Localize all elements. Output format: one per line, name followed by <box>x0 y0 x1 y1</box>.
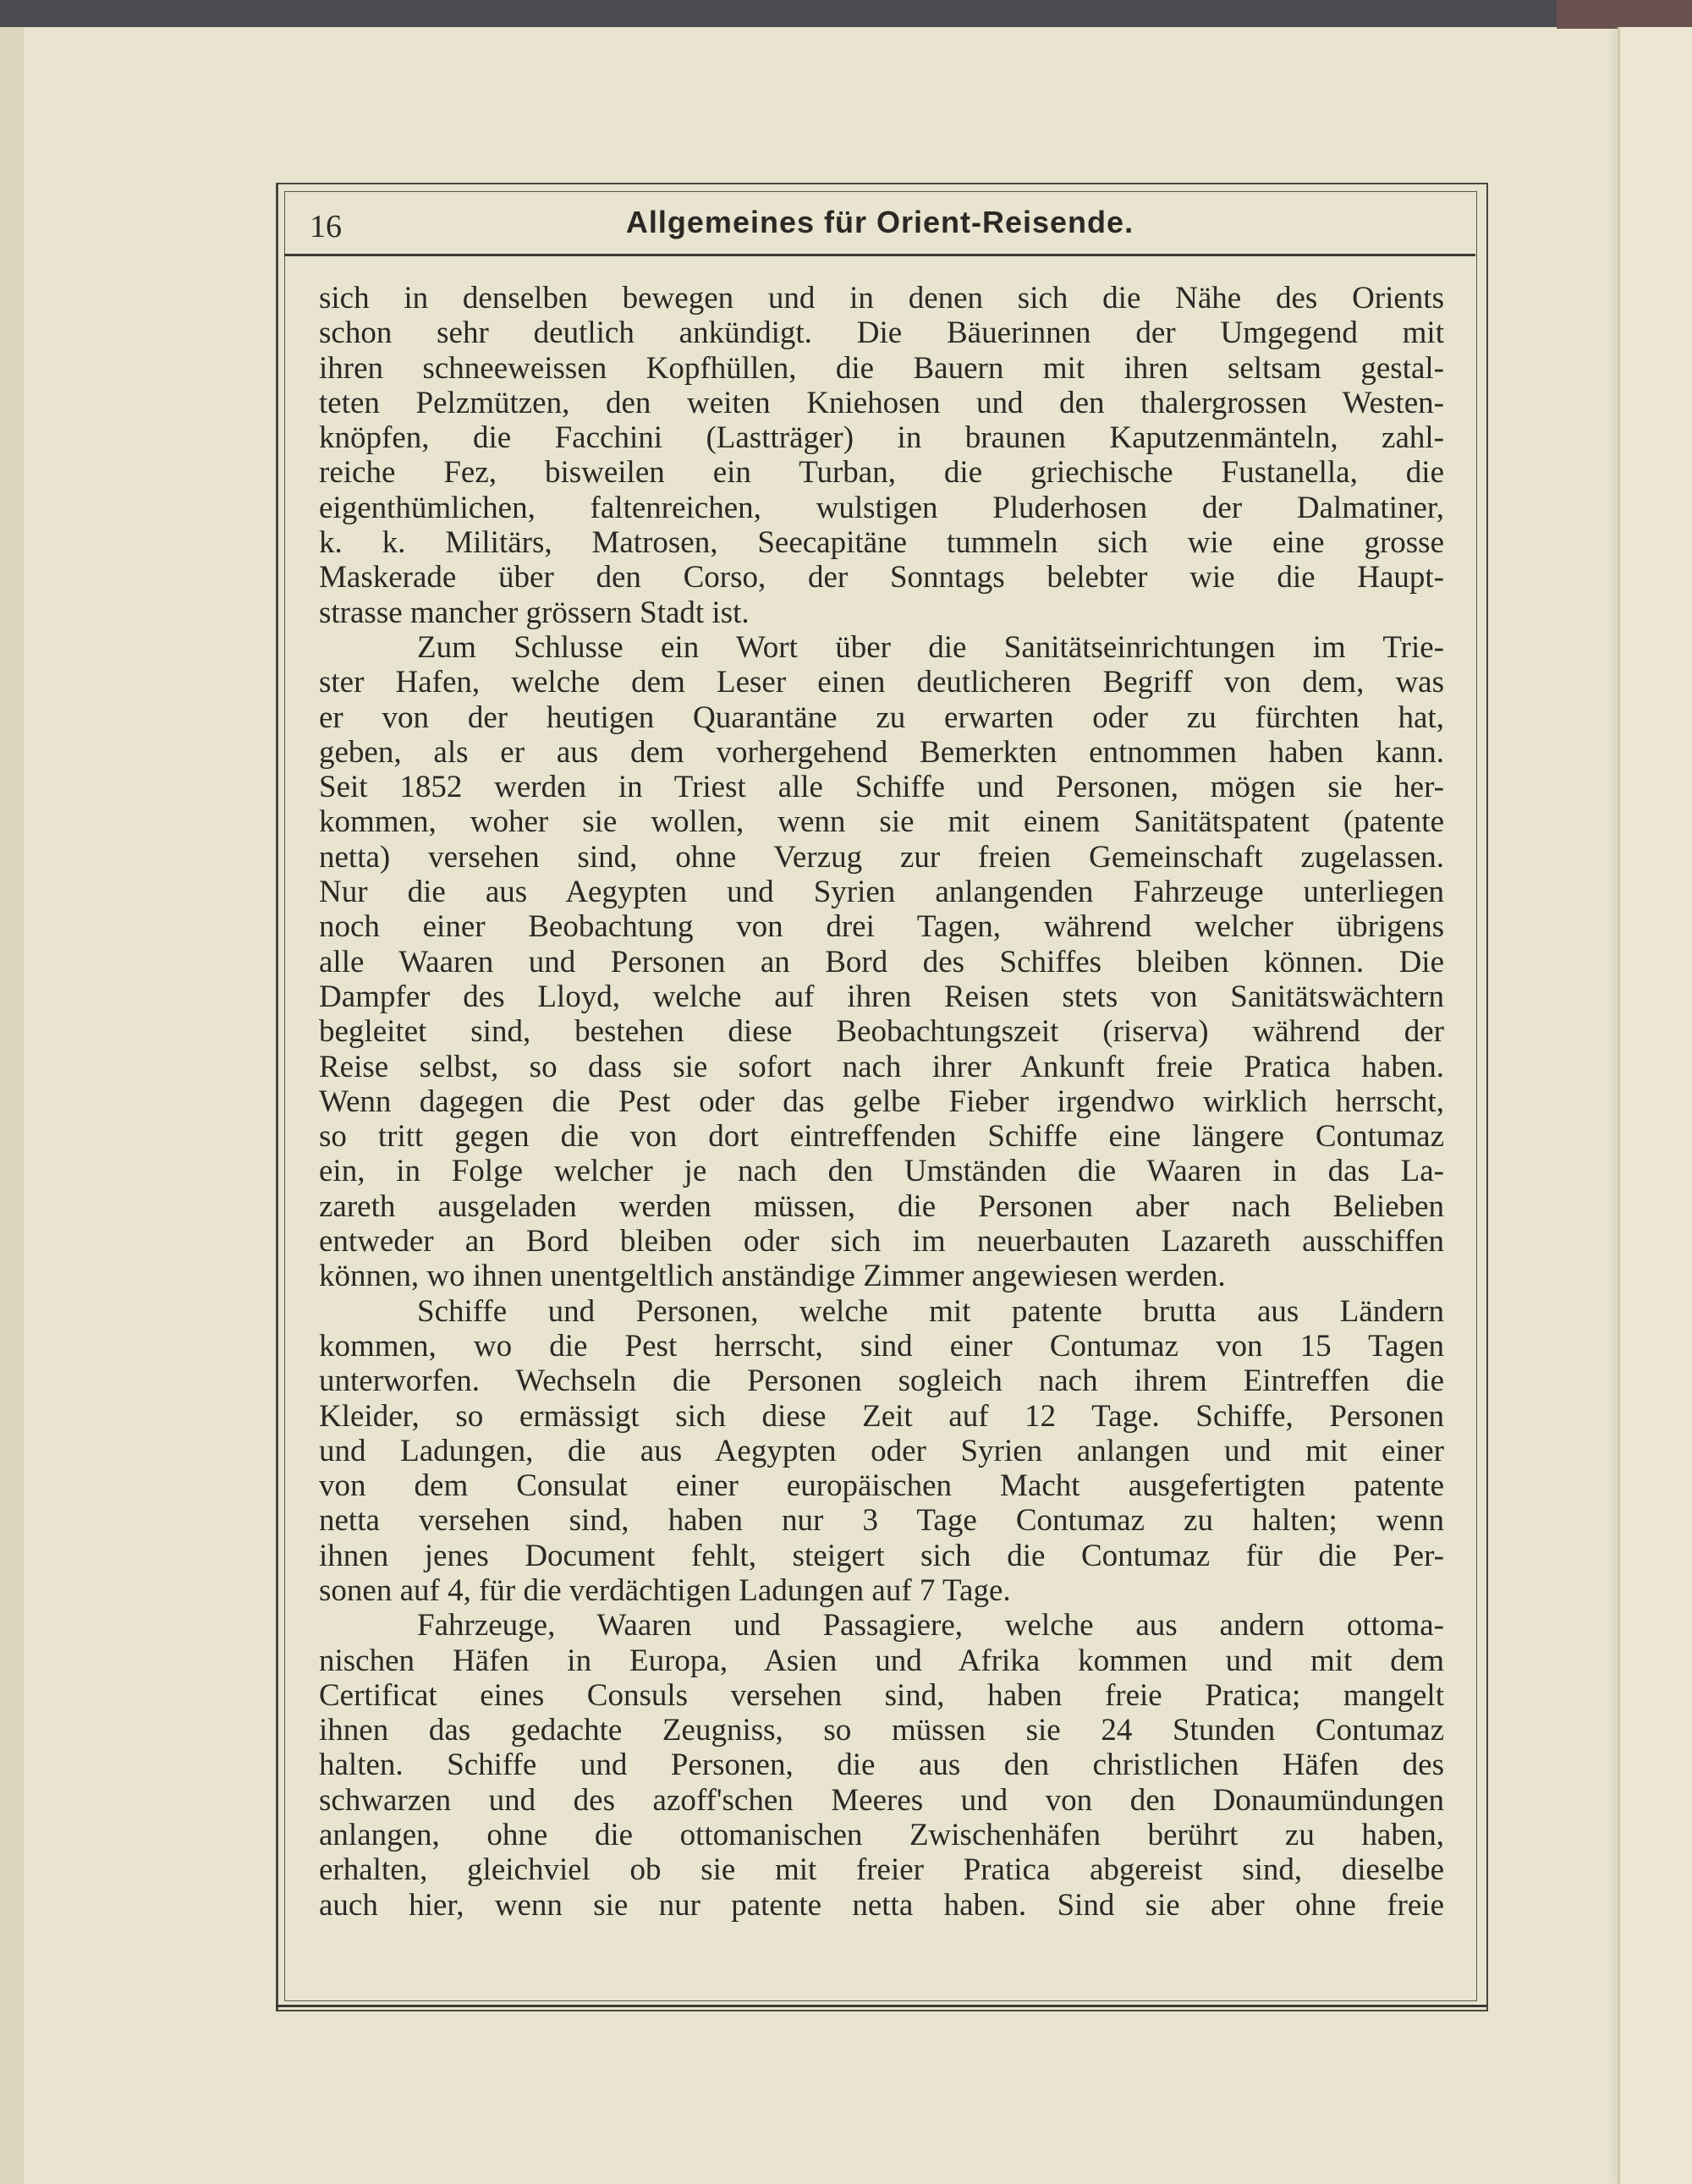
page-header <box>284 203 1475 250</box>
text-line: erhalten, gleichviel ob sie mit freier Pratica abgereist sind, dieselbe <box>319 1852 1444 1888</box>
text-line: Wenn dagegen die Pest oder das gelbe Fieber irgendwo wirklich herrscht, <box>319 1084 1444 1119</box>
text-line: strasse mancher grössern Stadt ist. <box>319 595 750 630</box>
text-line: Seit 1852 werden in Triest alle Schiffe und Personen, mögen sie her- <box>319 770 1444 805</box>
scan-top-edge <box>0 0 1692 27</box>
text-line: teten Pelzmützen, den weiten Kniehosen und den thalergrossen Westen- <box>319 385 1444 420</box>
text-line: Nur die aus Aegypten und Syrien anlangenden Fahrzeuge unterliegen <box>319 875 1444 910</box>
text-line: k. k. Militärs, Matrosen, Seecapitäne tummeln sich wie eine grosse <box>319 525 1444 561</box>
text-line: knöpfen, die Facchini (Lastträger) in braunen Kaputzenmänteln, zahl- <box>319 420 1444 456</box>
text-line: noch einer Beobachtung von drei Tagen, während welcher übrigens <box>319 909 1444 945</box>
page-number: 16 <box>310 209 342 244</box>
text-line: auch hier, wenn sie nur patente netta haben. Sind sie aber ohne freie <box>319 1887 1444 1923</box>
text-line: unterworfen. Wechseln die Personen sogleich nach ihrem Eintreffen die <box>319 1364 1444 1399</box>
text-line: Zum Schlusse ein Wort über die Sanitätseinrichtungen im Trie- <box>417 629 1444 665</box>
footer-rule <box>276 2005 1487 2007</box>
text-line: können, wo ihnen unentgeltlich anständige Zimmer angewiesen werden. <box>319 1259 1226 1294</box>
text-line: geben, als er aus dem vorhergehend Bemerkten entnommen haben kann. <box>319 734 1444 770</box>
text-line: so tritt gegen die von dort eintreffenden Schiffe eine längere Contumaz <box>319 1119 1444 1155</box>
text-line: Certificat eines Consuls versehen sind, haben freie Pratica; mangelt <box>319 1677 1444 1713</box>
header-rule <box>284 254 1475 256</box>
binding-fragment <box>1557 0 1692 29</box>
text-line: Kleider, so ermässigt sich diese Zeit auf 12 Tage. Schiffe, Personen <box>319 1398 1444 1434</box>
text-line: nischen Häfen in Europa, Asien und Afrika kommen und mit dem <box>319 1643 1444 1678</box>
text-line: Maskerade über den Corso, der Sonntags belebter wie die Haupt- <box>319 560 1444 595</box>
text-line: ster Hafen, welche dem Leser einen deutlicheren Begriff von dem, was <box>319 665 1444 700</box>
text-line: anlangen, ohne die ottomanischen Zwischenhäfen berührt zu haben, <box>319 1818 1444 1853</box>
running-title: Allgemeines für Orient-Reisende. <box>625 205 1134 239</box>
text-line: von dem Consulat einer europäischen Macht ausgefertigten patente <box>319 1468 1444 1504</box>
text-line: er von der heutigen Quarantäne zu erwarten oder zu fürchten hat, <box>319 700 1444 735</box>
text-line: Schiffe und Personen, welche mit patente brutta aus Ländern <box>417 1293 1444 1329</box>
text-line: ihnen jenes Document fehlt, steigert sich die Contumaz für die Per- <box>319 1538 1444 1573</box>
text-line: ihren schneeweissen Kopfhüllen, die Bauern mit ihren seltsam gestal- <box>319 350 1444 386</box>
text-line: halten. Schiffe und Personen, die aus den christlichen Häfen des <box>319 1748 1444 1783</box>
text-line: kommen, woher sie wollen, wenn sie mit einem Sanitätspatent (patente <box>319 804 1444 840</box>
text-line: Reise selbst, so dass sie sofort nach ihrer Ankunft freie Pratica haben. <box>319 1049 1444 1084</box>
text-line: sich in denselben bewegen und in denen sich die Nähe des Orients <box>319 281 1444 316</box>
text-line: schon sehr deutlich ankündigt. Die Bäuerinnen der Umgegend mit <box>319 316 1444 351</box>
text-line: und Ladungen, die aus Aegypten oder Syrien anlangen und mit einer <box>319 1433 1444 1468</box>
text-line: sonen auf 4, für die verdächtigen Ladungen auf 7 Tage. <box>319 1572 1011 1608</box>
text-line: Dampfer des Lloyd, welche auf ihren Reisen stets von Sanitätswächtern <box>319 979 1444 1014</box>
text-line: reiche Fez, bisweilen ein Turban, die griechische Fustanella, die <box>319 455 1444 491</box>
text-line: ihnen das gedachte Zeugniss, so müssen sie 24 Stunden Contumaz <box>319 1713 1444 1748</box>
page-left-edge <box>0 27 24 2184</box>
text-line: Fahrzeuge, Waaren und Passagiere, welche aus andern ottoma- <box>417 1608 1444 1643</box>
text-line: alle Waaren und Personen an Bord des Schiffes bleiben können. Die <box>319 944 1444 980</box>
text-line: kommen, wo die Pest herrscht, sind einer Contumaz von 15 Tagen <box>319 1328 1444 1364</box>
body-text <box>319 281 1444 1923</box>
text-line: eigenthümlichen, faltenreichen, wulstigen Pluderhosen der Dalmatiner, <box>319 490 1444 525</box>
text-line: ein, in Folge welcher je nach den Umständen die Waaren in das La- <box>319 1154 1444 1189</box>
text-line: begleitet sind, bestehen diese Beobachtungszeit (riserva) während der <box>319 1014 1444 1050</box>
text-line: zareth ausgeladen werden müssen, die Personen aber nach Belieben <box>319 1188 1444 1224</box>
text-line: netta) versehen sind, ohne Verzug zur freien Gemeinschaft zugelassen. <box>319 839 1444 875</box>
text-line: entweder an Bord bleiben oder sich im neuerbauten Lazareth ausschiffen <box>319 1224 1444 1259</box>
text-line: netta versehen sind, haben nur 3 Tage Contumaz zu halten; wenn <box>319 1503 1444 1539</box>
facing-page-edge <box>1620 27 1692 2184</box>
text-line: schwarzen und des azoff'schen Meeres und von den Donaumündungen <box>319 1782 1444 1818</box>
